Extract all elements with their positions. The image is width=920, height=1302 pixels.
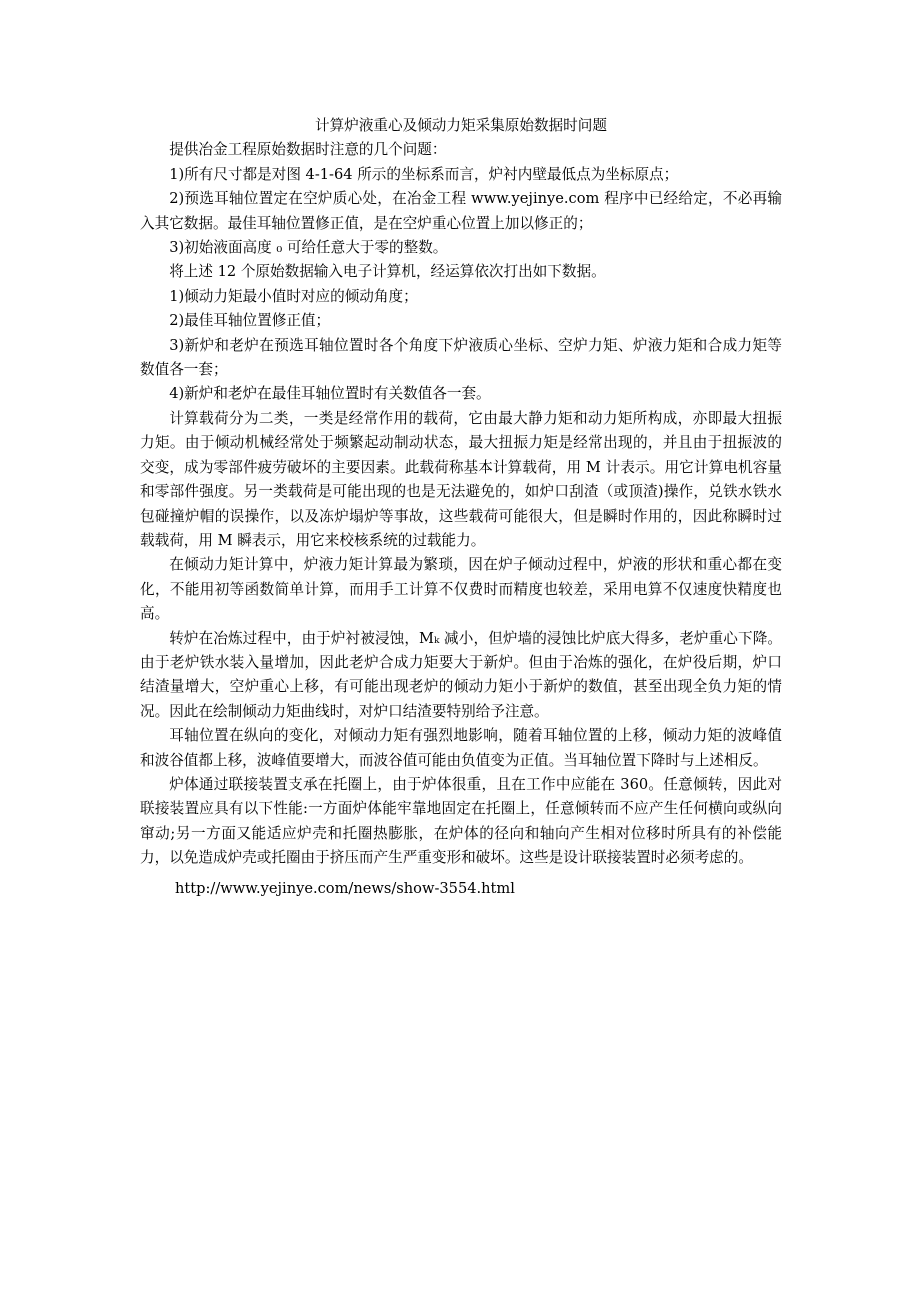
paragraph-output-4: 4)新炉和老炉在最佳耳轴位置时有关数值各一套。 xyxy=(169,385,491,403)
paragraph-output-1: 1)倾动力矩最小值时对应的倾动角度； xyxy=(169,287,418,305)
paragraph-note-2: 2)预选耳轴位置定在空炉质心处，在冶金工程 www.yejinye.com 程序中已经给定，不必再输入其它数据。最佳耳轴位置修正值，是在空炉重心位置上加以修正的； xyxy=(140,190,782,232)
paragraph-trunnion-position: 耳轴位置在纵向的变化，对倾动力矩有强烈地影响，随着耳轴位置的上移，倾动力矩的波峰值和波谷值都上移，波峰值要增大，而波谷值可能由负值变为正值。当耳轴位置下降时与上述相反。 xyxy=(140,727,782,769)
paragraph-intro: 提供冶金工程原始数据时注意的几个问题： xyxy=(169,141,447,159)
paragraph-note-1: 1)所有尺寸都是对图 4-1-64 所示的坐标系而言，炉衬内壁最低点为坐标原点； xyxy=(169,165,679,183)
paragraph-output-intro: 将上述 12 个原始数据输入电子计算机，经运算依次打出如下数据。 xyxy=(169,263,606,281)
paragraph-output-3: 3)新炉和老炉在预选耳轴位置时各个角度下炉液质心坐标、空炉力矩、炉液力矩和合成力矩等数值各一套； xyxy=(140,336,782,379)
paragraph-note-3: 3)初始液面高度 ₀ 可给任意大于零的整数。 xyxy=(169,239,448,257)
paragraph-connection-device: 炉体通过联接装置支承在托圈上，由于炉体很重，且在工作中应能在 360。任意倾转，因此对联接装置应具有以下性能:一方面炉体能牢靠地固定在托圈上，任意倾转而不应产生任何横向或纵向窜动;另一方面又能适应炉壳和托圈热膨胀，在炉体的径向和轴向产生相对位移时所具有的补偿能力，以免造成炉壳或托圈由于挤压而产生严重变形和破坏。这些是设计联接装置时必须考虑的。 xyxy=(140,775,782,867)
source-url[interactable]: http://www.yejinye.com/news/show-3554.html xyxy=(175,879,515,897)
paragraph-lining-erosion: 转炉在冶炼过程中，由于炉衬被浸蚀，Mₖ 减小，但炉墙的浸蚀比炉底大得多，老炉重心下降。由于老炉铁水装入量增加，因此老炉合成力矩要大于新炉。但由于冶炼的强化，在炉役后期，炉口结渣量增大，空炉重心上移，有可能出现老炉的倾动力矩小于新炉的数值，甚至出现全负力矩的情况。因此在绘制倾动力矩曲线时，对炉口结渣要特别给予注意。 xyxy=(140,629,782,720)
document-title: 计算炉液重心及倾动力矩采集原始数据时问题 xyxy=(315,117,607,134)
paragraph-output-2: 2)最佳耳轴位置修正值； xyxy=(169,312,331,330)
paragraph-load-types: 计算载荷分为二类，一类是经常作用的载荷，它由最大静力矩和动力矩所构成，亦即最大扭振力矩。由于倾动机械经常处于频繁起动制动状态，最大扭振力矩是经常出现的，并且由于扭振波的交变，成为零部件疲劳破坏的主要因素。此载荷称基本计算载荷，用 M 计表示。用它计算电机容量和零部件强度。另一类载荷是可能出现的也是无法避免的，如炉口刮渣（或顶渣)操作，兑铁水铁水包碰撞炉帽的误操作，以及冻炉塌炉等事故，这些载荷可能很大，但是瞬时作用的，因此称瞬时过载载荷，用 M 瞬表示，用它来校核系统的过载能力。 xyxy=(140,409,782,549)
paragraph-liquid-moment: 在倾动力矩计算中，炉液力矩计算最为繁琐，因在炉子倾动过程中，炉液的形状和重心都在变化，不能用初等函数简单计算，而用手工计算不仅费时而精度也较差，采用电算不仅速度快精度也高。 xyxy=(140,556,782,623)
document-page xyxy=(140,114,782,901)
